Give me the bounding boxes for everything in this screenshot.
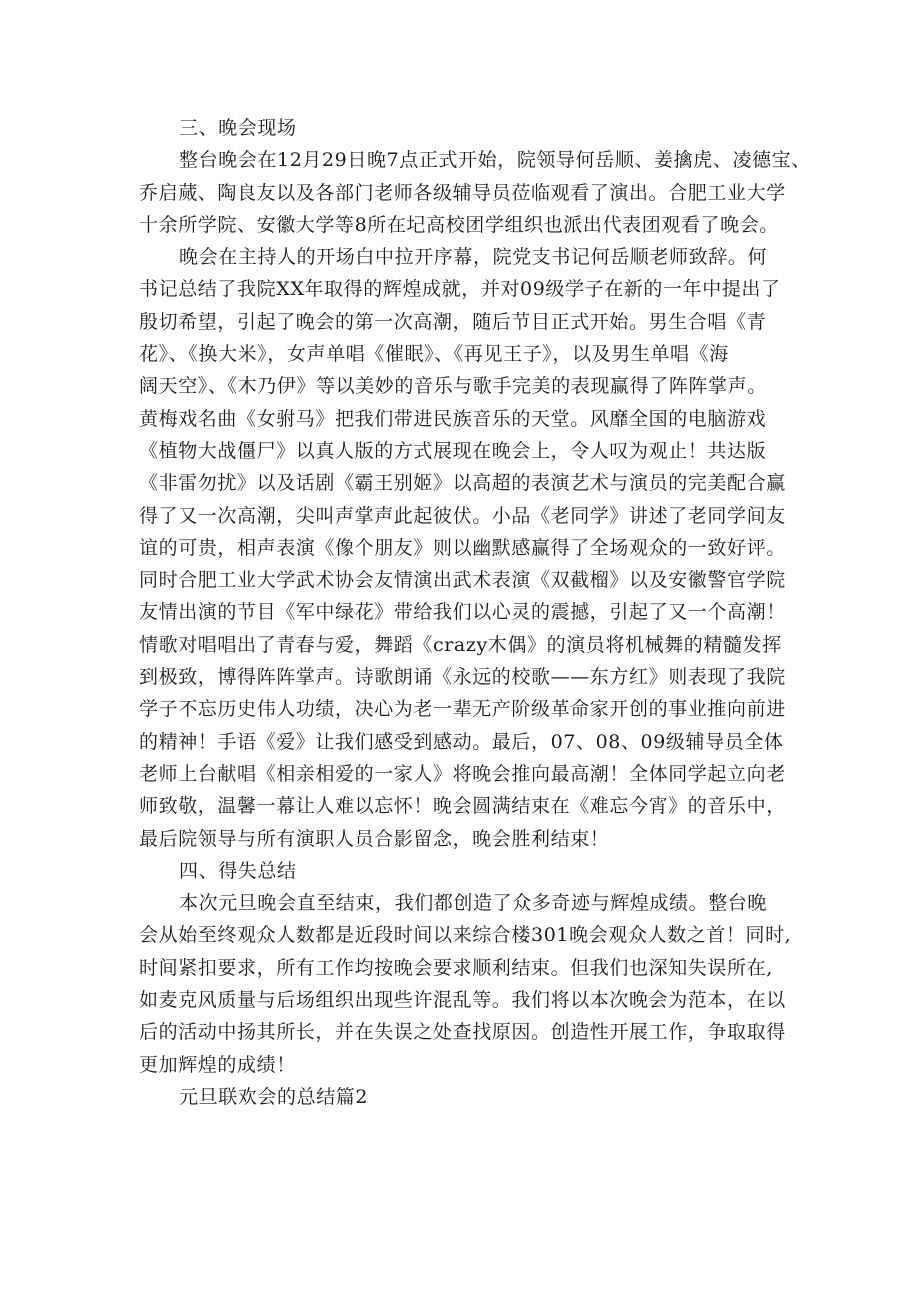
text-line: 《植物大战僵尸》以真人版的方式展现在晚会上，令人叹为观止！共达版 [139,439,767,462]
text-line: 花》、《换大米》，女声单唱《催眠》、《再见王子》，以及男生单唱《海 [139,343,729,366]
text-line: 谊的可贵，相声表演《像个朋友》则以幽默感赢得了全场观众的一致好评。 [139,536,786,559]
paragraph-opening [139,144,811,241]
text-line: 黄梅戏名曲《女驸马》把我们带进民族音乐的天堂。风靡全国的电脑游戏 [139,407,767,430]
text-line: 十余所学院、安徽大学等8所在圮高校团学组织也派出代表团观看了晚会。 [139,213,779,236]
text-line: 到极致，博得阵阵掌声。诗歌朗诵《永远的校歌——东方红》则表现了我院 [139,666,786,689]
text-line: 整台晚会在12月29日晚7点正式开始，院领导何岳顺、姜擒虎、凌德宝、 [179,149,811,172]
text-line: 书记总结了我院XX年取得的辉煌成就，并对09级学子在新的一年中提出了 [139,278,781,301]
text-line: 友情出演的节目《军中绿花》带给我们以心灵的震撼，引起了又一个高潮！ [139,601,786,624]
text-line: 更加辉煌的成绩！ [139,1053,296,1076]
text-line: 最后院领导与所有演职人员合影留念，晚会胜利结束！ [139,827,610,850]
next-article-title: 元旦联欢会的总结篇2 [179,1085,369,1108]
text-line: 本次元旦晚会直至结束，我们都创造了众多奇迹与辉煌成绩。整台晚 [179,892,768,915]
text-line: 师致敬，温馨一幕让人难以忘怀！晚会圆满结束在《难忘今宵》的音乐中， [139,795,786,818]
text-line: 学子不忘历史伟人功绩，决心为老一辈无产阶级革命家开创的事业推向前进 [139,698,786,721]
paragraph-program [139,241,784,855]
text-line: 晚会在主持人的开场白中拉开序幕，院党支书记何岳顺老师致辞。何 [179,246,768,269]
text-line: 得了又一次高潮，尖叫声掌声此起彼伏。小品《老同学》讲述了老同学间友 [139,504,786,527]
text-line: 阔天空》、《木乃伊》等以美妙的音乐与歌手完美的表现赢得了阵阵掌声。 [139,375,767,398]
text-line: 乔启蒇、陶良友以及各部门老师各级辅导员莅临观看了演出。合肥工业大学 [139,181,786,204]
text-line: 的精神！手语《爱》让我们感受到感动。最后，07、08、09级辅导员全体 [139,730,784,753]
text-line: 情歌对唱唱出了青春与爱，舞蹈《crazy木偶》的演员将机械舞的精髓发挥 [139,633,782,656]
text-line: 时间紧扣要求，所有工作均按晚会要求顺利结束。但我们也深知失误所在, [139,956,773,979]
section-heading-summary: 四、得失总结 [179,859,297,882]
text-line: 老师上台献唱《相亲相爱的一家人》将晚会推向最高潮！全体同学起立向老 [139,762,786,785]
text-line: 后的活动中扬其所长，并在失误之处查找原因。创造性开展工作，争取取得 [139,1021,786,1044]
text-line: 会从始至终观众人数都是近段时间以来综合楼301晚会观众人数之首！同时, [139,924,792,947]
document-body [139,112,811,1113]
text-line: 如麦克风质量与后场组织出现些许混乱等。我们将以本次晚会为范本，在以 [139,989,786,1012]
section-heading-live: 三、晚会现场 [179,117,297,139]
paragraph-summary [139,887,792,1081]
text-line: 《非雷勿扰》以及话剧《霸王别姬》以高超的表演艺术与演员的完美配合赢 [139,472,786,495]
text-line: 殷切希望，引起了晚会的第一次高潮，随后节目正式开始。男生合唱《青 [139,310,767,333]
text-line: 同时合肥工业大学武术协会友情演出武术表演《双截榴》以及安徽警官学院 [139,569,786,592]
